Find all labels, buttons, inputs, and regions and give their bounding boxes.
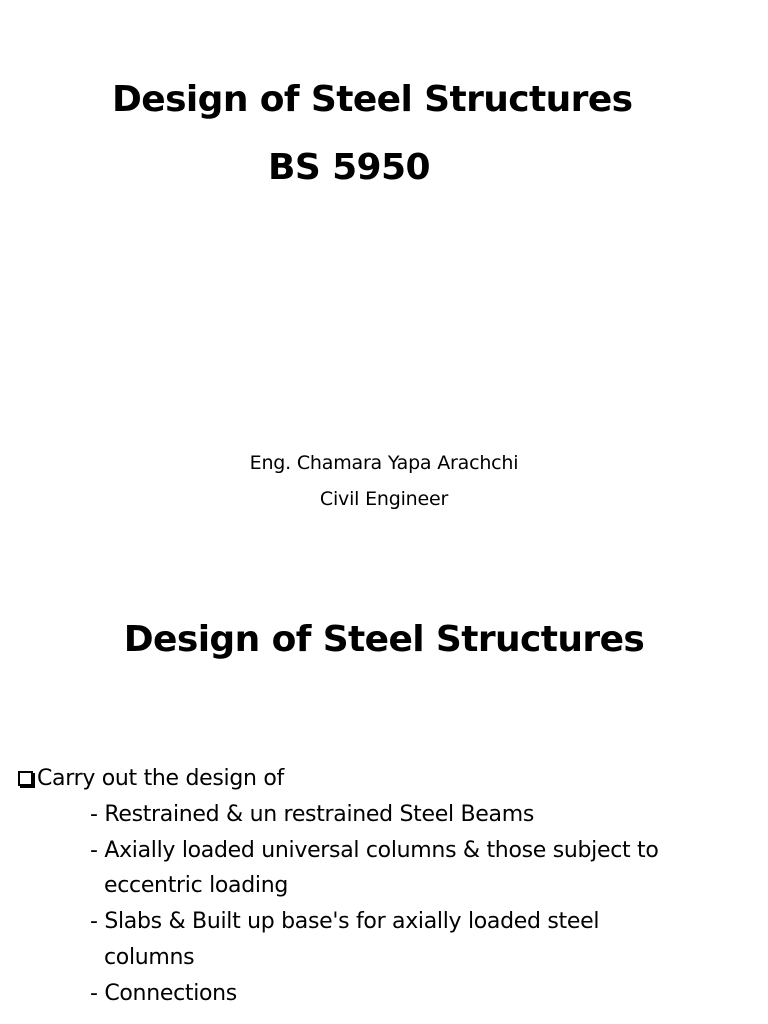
list-item-continuation: columns [104, 945, 195, 970]
list-item: - Slabs & Built up base's for axially loaded steel [90, 909, 600, 934]
bullet-intro-text: Carry out the design of [37, 766, 284, 791]
list-item: - Restrained & un restrained Steel Beams [90, 802, 534, 827]
list-item: - Axially loaded universal columns & those subject to [90, 838, 659, 863]
checkbox-bullet-icon [18, 771, 33, 786]
bullet-intro [18, 764, 284, 794]
list-item: - Connections [90, 981, 237, 1006]
author-name: Eng. Chamara Yapa Arachchi [249, 452, 519, 474]
author-role: Civil Engineer [319, 488, 449, 510]
slide-title: Design of Steel Structures [112, 79, 633, 120]
slide-subtitle-standard: BS 5950 [268, 147, 430, 188]
content-slide [0, 580, 768, 1024]
list-item-continuation: eccentric loading [104, 873, 289, 898]
slide-title: Design of Steel Structures [123, 619, 645, 660]
